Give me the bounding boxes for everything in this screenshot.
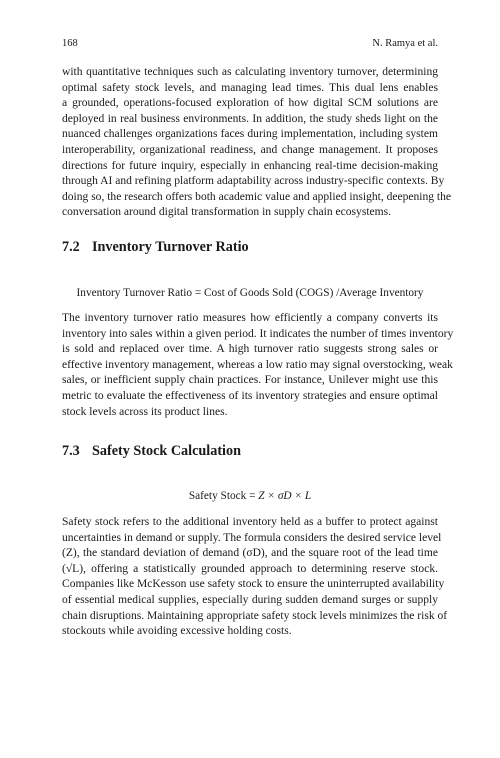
section-heading-7-2 — [62, 239, 249, 256]
text-line: doing so, the research offers both academic value and applied insight, deepening the — [62, 190, 452, 203]
section-number: 7.3 — [62, 443, 80, 459]
text-line: (Z), the standard deviation of demand (σD), and the square root of the lead time — [62, 547, 438, 560]
text-line: through AI and refining platform adaptability across industry-specific contexts. By — [62, 175, 445, 188]
text-line: chain disruptions. Maintaining appropriate safety stock levels minimizes the risk of — [62, 609, 448, 622]
section-title: Inventory Turnover Ratio — [92, 239, 249, 255]
text-line: stock levels across its product lines. — [62, 405, 228, 418]
section-7-2-paragraph — [62, 311, 454, 420]
text-line: nuanced challenges organizations faces during implementation, including system — [62, 128, 438, 141]
text-line: directions for future inquiry, especially in enhancing real-time decision-making — [62, 159, 438, 172]
text-line: interoperability, organizational readiness, and change management. It proposes — [62, 143, 438, 156]
text-line: conversation around digital transformation in supply chain ecosystems. — [62, 206, 392, 219]
running-head-authors: N. Ramya et al. — [372, 38, 438, 49]
formula-label: Safety Stock = — [188, 490, 259, 502]
text-line: of essential medical supplies, especially during sudden demand surges or supply — [62, 593, 438, 606]
text-line: Companies like McKesson use safety stock to ensure the uninterrupted availability — [62, 578, 445, 591]
intro-paragraph — [62, 65, 452, 221]
text-line: deployed in real business environments. In addition, the study sheds light on the — [62, 112, 438, 125]
page-number: 168 — [62, 38, 78, 49]
text-line: Safety stock refers to the additional inventory held as a buffer to protect against — [62, 516, 438, 528]
text-line: is sold and replaced over time. A high turnover ratio suggests strong sales or — [62, 343, 438, 356]
section-7-3-paragraph — [62, 515, 448, 640]
section-number: 7.2 — [62, 239, 80, 255]
text-line: inventory into sales within a given period. It indicates the number of times inventory — [62, 327, 454, 340]
running-header — [62, 38, 438, 52]
section-heading-7-3 — [62, 443, 241, 460]
formula-expression: Z × σD × L — [258, 490, 312, 502]
text-line: metric to evaluate the effectiveness of its inventory strategies and ensure optimal — [62, 389, 438, 402]
inventory-turnover-formula: Inventory Turnover Ratio = Cost of Goods Sold (COGS) /Average Inventory — [76, 287, 424, 299]
text-line: stockouts while avoiding excessive holding costs. — [62, 625, 292, 638]
text-line: effective inventory management, whereas a low ratio may signal overstocking, weak — [62, 358, 453, 371]
text-line: a grounded, operations-focused exploration of how digital SCM solutions are — [62, 97, 438, 110]
text-line: with quantitative techniques such as calculating inventory turnover, determining — [62, 66, 438, 78]
section-title: Safety Stock Calculation — [92, 443, 241, 459]
safety-stock-formula — [62, 490, 438, 502]
text-line: (√L), offering a statistically grounded approach to determining reserve stock. — [62, 562, 438, 575]
text-line: optimal safety stock levels, and managing lead times. This dual lens enables — [62, 81, 438, 94]
text-line: uncertainties in demand or supply. The formula considers the desired service level — [62, 531, 442, 544]
text-line: The inventory turnover ratio measures how efficiently a company converts its — [62, 312, 438, 324]
text-line: sales, or inefficient supply chain practices. For instance, Unilever might use this — [62, 374, 438, 387]
